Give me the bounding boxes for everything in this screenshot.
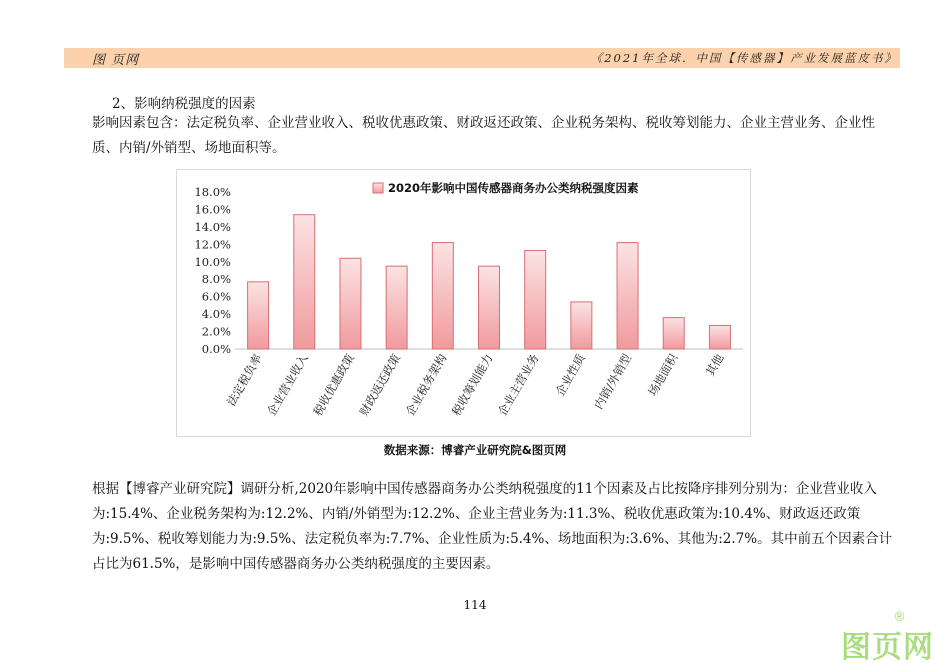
y-tick-label: 6.0% bbox=[201, 289, 231, 304]
x-tick-label: 其他 bbox=[702, 351, 727, 379]
bar bbox=[248, 282, 269, 349]
bar bbox=[663, 318, 684, 349]
x-tick-label: 税收筹划能力 bbox=[448, 351, 496, 419]
x-tick-label: 企业主营业务 bbox=[495, 351, 542, 419]
x-tick-label: 场地面积 bbox=[645, 351, 681, 399]
bar bbox=[709, 325, 730, 349]
y-tick-label: 4.0% bbox=[201, 307, 231, 322]
intro-paragraph: 影响因素包含：法定税负率、企业营业收入、税收优惠政策、财政返还政策、企业税务架构、税收筹划能力、企业主营业务、企业性质、内销/外销型、场地面积等。 bbox=[92, 115, 875, 156]
bar bbox=[479, 266, 500, 349]
bar bbox=[432, 243, 453, 349]
bar bbox=[617, 243, 638, 349]
page-number: 114 bbox=[463, 598, 487, 612]
y-axis bbox=[194, 185, 743, 356]
y-tick-label: 0.0% bbox=[201, 342, 231, 356]
bar bbox=[340, 258, 361, 349]
y-tick-label: 18.0% bbox=[194, 185, 231, 199]
bar bbox=[571, 302, 592, 349]
y-tick-label: 14.0% bbox=[194, 219, 231, 234]
header-book-title: 《2021年全球．中国【传感器】产业发展蓝皮书》 bbox=[590, 51, 898, 65]
x-tick-label: 企业性质 bbox=[552, 351, 588, 399]
watermark-logo: 图页网 bbox=[841, 630, 934, 665]
y-tick-label: 16.0% bbox=[194, 202, 231, 217]
x-tick-label: 企业税务架构 bbox=[402, 351, 450, 419]
x-axis-labels bbox=[224, 351, 727, 418]
x-tick-label: 企业营业收入 bbox=[264, 351, 311, 419]
section-title: 2、影响纳税强度的因素 bbox=[112, 96, 256, 112]
legend-swatch bbox=[373, 183, 383, 193]
bar bbox=[525, 250, 546, 349]
y-tick-label: 2.0% bbox=[201, 324, 231, 339]
x-tick-label: 内销/外销型 bbox=[591, 351, 635, 412]
y-tick-label: 10.0% bbox=[194, 254, 231, 269]
chart-svg bbox=[177, 170, 750, 436]
watermark-registered-mark: ® bbox=[893, 610, 906, 625]
y-tick-label: 12.0% bbox=[194, 237, 231, 252]
x-tick-label: 税收优惠政策 bbox=[310, 351, 358, 419]
legend-label: 2020年影响中国传感器商务办公类纳税强度因素 bbox=[388, 181, 639, 195]
x-tick-label: 法定税负率 bbox=[223, 351, 265, 409]
bars bbox=[248, 215, 731, 349]
bar bbox=[294, 215, 315, 349]
header-left-text: 图 页网 bbox=[92, 53, 140, 68]
bar-chart bbox=[176, 169, 751, 437]
chart-legend bbox=[373, 181, 639, 195]
data-source-caption: 数据来源：博睿产业研究院&图页网 bbox=[383, 443, 567, 457]
bar bbox=[386, 266, 407, 349]
x-tick-label: 财政返还政策 bbox=[356, 351, 404, 419]
y-tick-label: 8.0% bbox=[201, 272, 231, 287]
analysis-paragraph: 根据【博睿产业研究院】调研分析,2020年影响中国传感器商务办公类纳税强度的11个因素及占比按降序排列分别为：企业营业收入为:15.4%、企业税务架构为:12.2%、内销/外销型为:12.2%、企业主营业务为:11.3%、税收优惠政策为:10.4%、财政返还政策为:9.5%、税收筹划能力为:9.5%、法定税负率为:7.7%、企业性质为:5.4%、场地面积为:3.6%、其他为:2.7%。其中前五个因素合计占比为61.5%，是影响中国传感器商务办公类纳税强度的主要因素。 bbox=[92, 481, 893, 572]
